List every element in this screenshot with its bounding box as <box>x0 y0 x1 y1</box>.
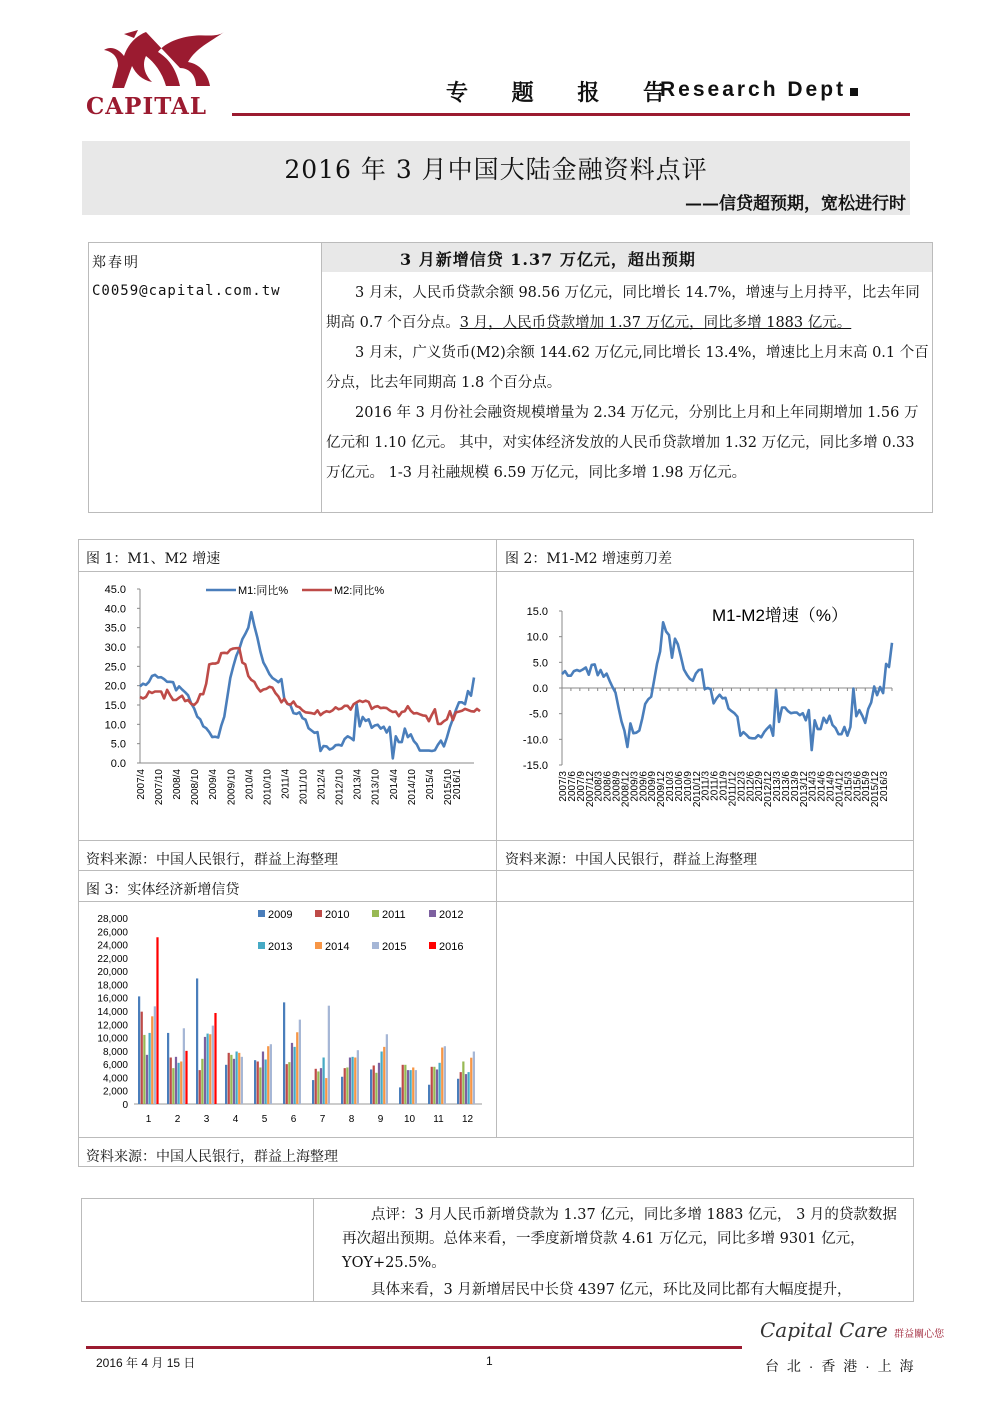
bar-2011-3 <box>201 1059 203 1104</box>
legend-label: 2010 <box>325 909 350 921</box>
bar-2012-5 <box>262 1052 264 1104</box>
y-tick-label: 8,000 <box>102 1046 128 1058</box>
bar-2009-11 <box>428 1085 430 1104</box>
x-tick-label: 2012/10 <box>334 769 346 806</box>
x-tick-label: 2012/12 <box>763 771 775 808</box>
y-tick-label: 0 <box>122 1100 128 1111</box>
bar-2011-4 <box>230 1055 232 1104</box>
bar-2009-3 <box>196 978 198 1104</box>
y-tick-label: 26,000 <box>97 927 128 939</box>
grid-v-bottom <box>496 870 497 1137</box>
x-tick-label: 2009/9 <box>647 771 659 802</box>
bar-2009-4 <box>225 1065 227 1104</box>
legend-swatch <box>372 910 379 917</box>
y-tick-label: -5.0 <box>529 708 548 721</box>
chart-title: M1-M2增速（%） <box>712 606 849 625</box>
grid-h-3 <box>78 870 914 871</box>
bar-2015-3 <box>212 1026 214 1104</box>
x-tick-label: 2016/1 <box>451 769 463 800</box>
y-tick-label: 28,000 <box>97 914 128 925</box>
page-number: 1 <box>486 1354 493 1368</box>
bar-2013-11 <box>439 1063 441 1104</box>
bar-2011-5 <box>259 1067 261 1104</box>
figure-3-caption: 图 3：实体经济新增信贷 <box>86 882 240 898</box>
figure-2-source: 资料来源：中国人民银行，群益上海整理 <box>505 852 757 868</box>
bar-2014-9 <box>383 1047 385 1104</box>
bar-2014-1 <box>151 1016 153 1104</box>
y-tick-label: 16,000 <box>97 993 128 1005</box>
bar-2015-9 <box>386 1034 388 1104</box>
series-line-m1-m2 <box>562 622 892 750</box>
m1-m2-scissors-chart <box>500 575 910 837</box>
legend-swatch <box>258 910 265 917</box>
bar-2012-9 <box>378 1063 380 1104</box>
research-dept <box>660 78 858 102</box>
legend-label: M1:同比% <box>238 585 289 597</box>
bar-2010-3 <box>199 1070 201 1104</box>
y-tick-label: 0.0 <box>110 758 126 770</box>
summary-p1-underlined: 3 月，人民币贷款增加 1.37 万亿元，同比多增 1883 亿元。 <box>459 315 852 331</box>
bar-2011-2 <box>172 1068 174 1104</box>
x-tick-label: 2014/10 <box>406 769 418 806</box>
bar-2013-5 <box>265 1059 267 1104</box>
x-tick-label: 2015/4 <box>424 769 436 800</box>
figure-1-caption: 图 1：M1、M2 增速 <box>86 551 221 567</box>
bar-2012-11 <box>436 1069 438 1104</box>
y-tick-label: 45.0 <box>104 584 126 596</box>
x-tick-label: 2012/9 <box>754 771 766 802</box>
bar-2010-10 <box>402 1065 404 1104</box>
bar-2011-7 <box>317 1071 319 1104</box>
y-tick-label: 5.0 <box>532 657 548 670</box>
bar-2014-3 <box>209 1034 211 1104</box>
bar-2011-8 <box>346 1067 348 1104</box>
bar-2012-10 <box>407 1070 409 1104</box>
bar-2014-11 <box>441 1048 443 1104</box>
x-tick-label: 2008/12 <box>620 771 632 808</box>
bar-2013-8 <box>352 1057 354 1104</box>
bar-2013-10 <box>410 1070 412 1104</box>
x-tick-label: 2013/9 <box>789 771 801 802</box>
bar-2013-12 <box>468 1072 470 1104</box>
bar-2015-1 <box>154 1006 156 1104</box>
x-tick-label: 11 <box>433 1114 444 1125</box>
bar-2010-6 <box>286 1064 288 1104</box>
bar-2015-7 <box>328 1006 330 1104</box>
bar-2015-2 <box>183 1028 185 1104</box>
bar-2012-4 <box>233 1059 235 1104</box>
research-dept-text: Research Dept <box>660 78 847 101</box>
x-tick-label: 2013/12 <box>798 771 810 808</box>
bar-2009-6 <box>283 1002 285 1104</box>
y-tick-label: 14,000 <box>97 1007 128 1018</box>
comment-paragraph-1: 点评：3 月人民币新增贷款为 1.37 亿元，同比多增 1883 亿元， 3 月的贷款数据再次超出预期。总体来看，一季度新增贷款 4.61 万亿元，同比多增 9301 亿元，YOY+25.5%。 <box>342 1207 897 1271</box>
bar-2013-4 <box>236 1052 238 1104</box>
square-bullet-icon <box>850 88 858 96</box>
bar-2011-9 <box>375 1073 377 1104</box>
bar-2009-8 <box>341 1077 343 1104</box>
bar-2012-12 <box>465 1074 467 1104</box>
x-tick-label: 2007/12 <box>584 771 596 808</box>
y-tick-label: 15.0 <box>526 606 548 618</box>
grid-v-top <box>496 539 497 870</box>
bar-2009-5 <box>254 1060 256 1104</box>
legend-swatch <box>372 942 379 949</box>
y-tick-label: 15.0 <box>104 700 126 712</box>
y-tick-label: 18,000 <box>97 980 128 992</box>
bar-2010-12 <box>460 1072 462 1104</box>
x-tick-label: 2008/6 <box>602 771 614 802</box>
x-tick-label: 2010/10 <box>262 769 274 806</box>
bar-2009-9 <box>370 1069 372 1104</box>
y-tick-label: 5.0 <box>110 738 126 751</box>
m1-m2-growth-chart <box>82 575 492 837</box>
x-tick-label: 2013/10 <box>370 769 382 806</box>
legend-swatch <box>429 910 436 917</box>
x-tick-label: 2015/6 <box>852 771 864 802</box>
y-tick-label: 2,000 <box>102 1086 128 1098</box>
bar-2011-6 <box>288 1062 290 1104</box>
legend-label: 2013 <box>268 941 293 953</box>
y-tick-label: 40.0 <box>104 603 126 616</box>
bar-2013-2 <box>178 1063 180 1104</box>
bar-2010-11 <box>431 1067 433 1104</box>
y-tick-label: 35.0 <box>104 622 126 635</box>
x-tick-label: 2012/4 <box>316 769 328 800</box>
x-tick-label: 9 <box>377 1114 384 1125</box>
legend-swatch <box>315 910 322 917</box>
page-subtitle: ——信贷超预期，宽松进行时 <box>685 194 906 214</box>
summary-paragraph-1 <box>326 278 930 338</box>
comment-divider <box>313 1198 314 1302</box>
x-tick-label: 2007/4 <box>136 769 147 800</box>
x-tick-label: 2010/4 <box>244 769 256 800</box>
x-tick-label: 2011/9 <box>718 771 730 801</box>
summary-p1-text: 3 月末，人民币贷款余额 98.56 万亿元，同比增长 14.7%，增速与上月持平，比去年同期高 0.7 个百分点。 <box>326 285 920 331</box>
x-tick-label: 2009/10 <box>226 769 238 806</box>
x-tick-label: 2014/12 <box>834 771 846 808</box>
bar-2014-8 <box>354 1058 356 1105</box>
legend-label: 2012 <box>439 909 464 921</box>
x-tick-label: 2008/9 <box>611 771 623 802</box>
bar-2010-5 <box>257 1061 259 1104</box>
series-line-M1:同比% <box>140 612 474 758</box>
brand-script: Capital Care <box>760 1318 888 1342</box>
legend-label: 2014 <box>325 941 350 953</box>
bar-2013-6 <box>294 1047 296 1104</box>
x-tick-label: 2011/10 <box>298 769 310 805</box>
x-tick-label: 3 <box>203 1114 210 1125</box>
grid-h-1 <box>78 571 914 572</box>
x-tick-label: 2011/6 <box>709 771 721 801</box>
y-tick-label: -15.0 <box>522 760 548 772</box>
footer-brand <box>760 1318 944 1342</box>
legend-label: 2011 <box>382 909 406 921</box>
x-tick-label: 2016/3 <box>879 771 891 802</box>
figure-2-caption: 图 2：M1-M2 增速剪刀差 <box>505 551 673 567</box>
y-tick-label: 4,000 <box>102 1073 128 1085</box>
x-tick-label: 1 <box>145 1114 152 1125</box>
bar-2014-7 <box>325 1078 327 1104</box>
y-tick-label: 0.0 <box>532 683 548 695</box>
legend-label: 2016 <box>439 941 464 953</box>
x-tick-label: 2007/10 <box>154 769 166 806</box>
grid-h-4 <box>78 901 914 902</box>
summary-paragraph-3: 2016 年 3 月份社会融资规模增量为 2.34 万亿元，分别比上月和上年同期增加 1.56 万亿元和 1.10 亿元。 其中，对实体经济发放的人民币贷款增加 1.32 万亿元，同比多增 0.33 万亿元。 1-3 月社融规模 6.59 万亿元，同比多增 1.98 万亿元。 <box>326 405 919 481</box>
bar-2009-12 <box>457 1079 459 1104</box>
y-tick-label: 10,000 <box>97 1033 128 1045</box>
x-tick-label: 4 <box>232 1114 239 1125</box>
bar-2010-7 <box>315 1069 317 1104</box>
summary-divider <box>321 242 322 513</box>
page-title: 2016 年 3 月中国大陆金融资料点评 <box>284 155 708 184</box>
bar-2013-3 <box>207 1034 209 1104</box>
bar-2015-6 <box>299 1020 301 1104</box>
x-tick-label: 2013/6 <box>780 771 792 802</box>
x-tick-label: 2008/3 <box>593 771 605 802</box>
y-tick-label: 22,000 <box>97 953 128 965</box>
x-tick-label: 2010/3 <box>665 771 677 802</box>
x-tick-label: 2013/4 <box>352 769 364 800</box>
capital-logo <box>84 28 244 120</box>
y-tick-label: 30.0 <box>104 642 126 654</box>
legend-label: 2009 <box>268 909 293 921</box>
x-tick-label: 5 <box>261 1114 268 1125</box>
bar-2011-11 <box>433 1067 435 1104</box>
header-rule <box>232 113 910 116</box>
logo-text: CAPITAL <box>86 93 208 120</box>
author-name: 郑春明 <box>92 255 140 271</box>
bar-2014-2 <box>180 1061 182 1104</box>
x-tick-label: 2015/12 <box>870 771 882 808</box>
bar-2016-3 <box>214 1013 216 1104</box>
bar-2013-1 <box>149 1033 151 1104</box>
x-tick-label: 2010/6 <box>673 771 685 802</box>
bar-2010-8 <box>344 1068 346 1104</box>
comment-paragraph-2: 具体来看，3 月新增居民中长贷 4397 亿元，环比及同比都有大幅度提升， <box>371 1282 852 1298</box>
comment-body <box>342 1203 910 1305</box>
bar-2011-12 <box>462 1061 464 1104</box>
bar-2015-11 <box>444 1046 446 1104</box>
x-tick-label: 8 <box>348 1114 355 1125</box>
y-tick-label: 25.0 <box>104 661 126 674</box>
bar-2009-2 <box>167 1033 169 1104</box>
series-line-M2:同比% <box>140 648 480 724</box>
y-tick-label: 20,000 <box>97 967 128 979</box>
footer-rule <box>86 1346 742 1349</box>
bar-2010-9 <box>373 1065 375 1104</box>
y-tick-label: -10.0 <box>522 734 548 747</box>
y-tick-label: 12,000 <box>97 1020 128 1032</box>
summary-body <box>326 278 930 488</box>
bar-2014-5 <box>267 1046 269 1104</box>
x-tick-label: 2010/9 <box>682 771 694 802</box>
x-tick-label: 2009/3 <box>629 771 641 802</box>
x-tick-label: 2011/4 <box>280 769 292 799</box>
legend-swatch <box>315 942 322 949</box>
bar-2014-10 <box>412 1067 414 1104</box>
x-tick-label: 2015/10 <box>442 769 454 806</box>
bar-2011-1 <box>143 1035 145 1104</box>
x-tick-label: 6 <box>290 1114 297 1125</box>
summary-paragraph-2: 3 月末，广义货币(M2)余额 144.62 万亿元,同比增长 13.4%，增速比上月末高 0.1 个百分点，比去年同期高 1.8 个百分点。 <box>326 345 929 391</box>
bar-2014-6 <box>296 1032 298 1104</box>
y-tick-label: 10.0 <box>104 719 126 732</box>
y-tick-label: 24,000 <box>97 940 128 952</box>
new-credit-bar-chart <box>82 905 492 1133</box>
bar-2015-4 <box>241 1057 243 1104</box>
x-tick-label: 2013/3 <box>772 771 784 802</box>
legend-swatch <box>258 942 265 949</box>
y-tick-label: 10.0 <box>526 631 548 644</box>
summary-heading: 3 月新增信贷 1.37 万亿元，超出预期 <box>400 250 696 269</box>
bar-2009-1 <box>138 996 140 1104</box>
legend-label: 2015 <box>382 941 407 953</box>
bar-2012-1 <box>146 1055 148 1104</box>
footer-date: 2016 年 4 月 15 日 <box>96 1356 196 1370</box>
x-tick-label: 2011/12 <box>727 771 739 807</box>
bar-2012-6 <box>291 1043 293 1104</box>
report-type: 专 题 报 告 <box>446 81 683 106</box>
bar-2009-7 <box>312 1080 314 1104</box>
bar-2010-1 <box>141 1012 143 1104</box>
bar-2013-9 <box>381 1052 383 1104</box>
bar-2012-8 <box>349 1058 351 1105</box>
x-tick-label: 2014/3 <box>807 771 819 802</box>
grid-h-5 <box>78 1137 914 1138</box>
x-tick-label: 2008/4 <box>172 769 184 800</box>
bar-2009-10 <box>399 1087 401 1104</box>
y-tick-label: 6,000 <box>102 1060 128 1072</box>
bar-2014-12 <box>470 1058 472 1104</box>
author-email[interactable]: C0059@capital.com.tw <box>92 283 281 299</box>
x-tick-label: 2015/3 <box>843 771 855 802</box>
bar-2015-8 <box>357 1050 359 1104</box>
x-tick-label: 2010/12 <box>691 771 703 808</box>
footer-cities: 台 北 · 香 港 · 上 海 <box>765 1358 916 1374</box>
x-tick-label: 2 <box>174 1114 181 1125</box>
x-tick-label: 7 <box>319 1114 326 1125</box>
figure-3-source: 资料来源：中国人民银行，群益上海整理 <box>86 1149 338 1165</box>
legend-swatch <box>429 942 436 949</box>
x-tick-label: 2009/6 <box>638 771 650 802</box>
x-tick-label: 10 <box>403 1114 416 1125</box>
x-tick-label: 2009/4 <box>208 769 220 800</box>
figure-1-source: 资料来源：中国人民银行，群益上海整理 <box>86 852 338 868</box>
bar-2015-12 <box>473 1052 475 1104</box>
bar-2016-2 <box>185 1051 187 1104</box>
x-tick-label: 2007/9 <box>575 771 587 802</box>
bar-2013-7 <box>323 1058 325 1105</box>
legend-label: M2:同比% <box>334 585 385 597</box>
x-tick-label: 2011/3 <box>700 771 712 801</box>
bar-2012-2 <box>175 1057 177 1104</box>
x-tick-label: 2009/12 <box>656 771 668 808</box>
x-tick-label: 2015/9 <box>861 771 873 802</box>
bar-2014-4 <box>238 1053 240 1104</box>
bar-2012-3 <box>204 1037 206 1104</box>
bar-2012-7 <box>320 1068 322 1104</box>
x-tick-label: 12 <box>461 1114 474 1125</box>
x-tick-label: 2014/4 <box>388 769 400 800</box>
x-tick-label: 2014/6 <box>816 771 828 802</box>
brand-cn: 群益關心您 <box>894 1329 945 1340</box>
bar-2015-10 <box>415 1070 417 1104</box>
y-tick-label: 20.0 <box>104 680 126 693</box>
grid-h-2 <box>78 840 914 841</box>
bar-2011-10 <box>404 1065 406 1104</box>
x-tick-label: 2012/3 <box>736 771 748 802</box>
bar-2016-1 <box>156 937 158 1104</box>
bar-2015-5 <box>270 1044 272 1104</box>
bar-2010-2 <box>170 1058 172 1105</box>
bar-2010-4 <box>228 1053 230 1104</box>
x-tick-label: 2008/10 <box>190 769 202 806</box>
x-tick-label: 2014/9 <box>825 771 837 802</box>
x-tick-label: 2007/3 <box>558 771 569 802</box>
x-tick-label: 2007/6 <box>566 771 578 802</box>
x-tick-label: 2012/6 <box>745 771 757 802</box>
